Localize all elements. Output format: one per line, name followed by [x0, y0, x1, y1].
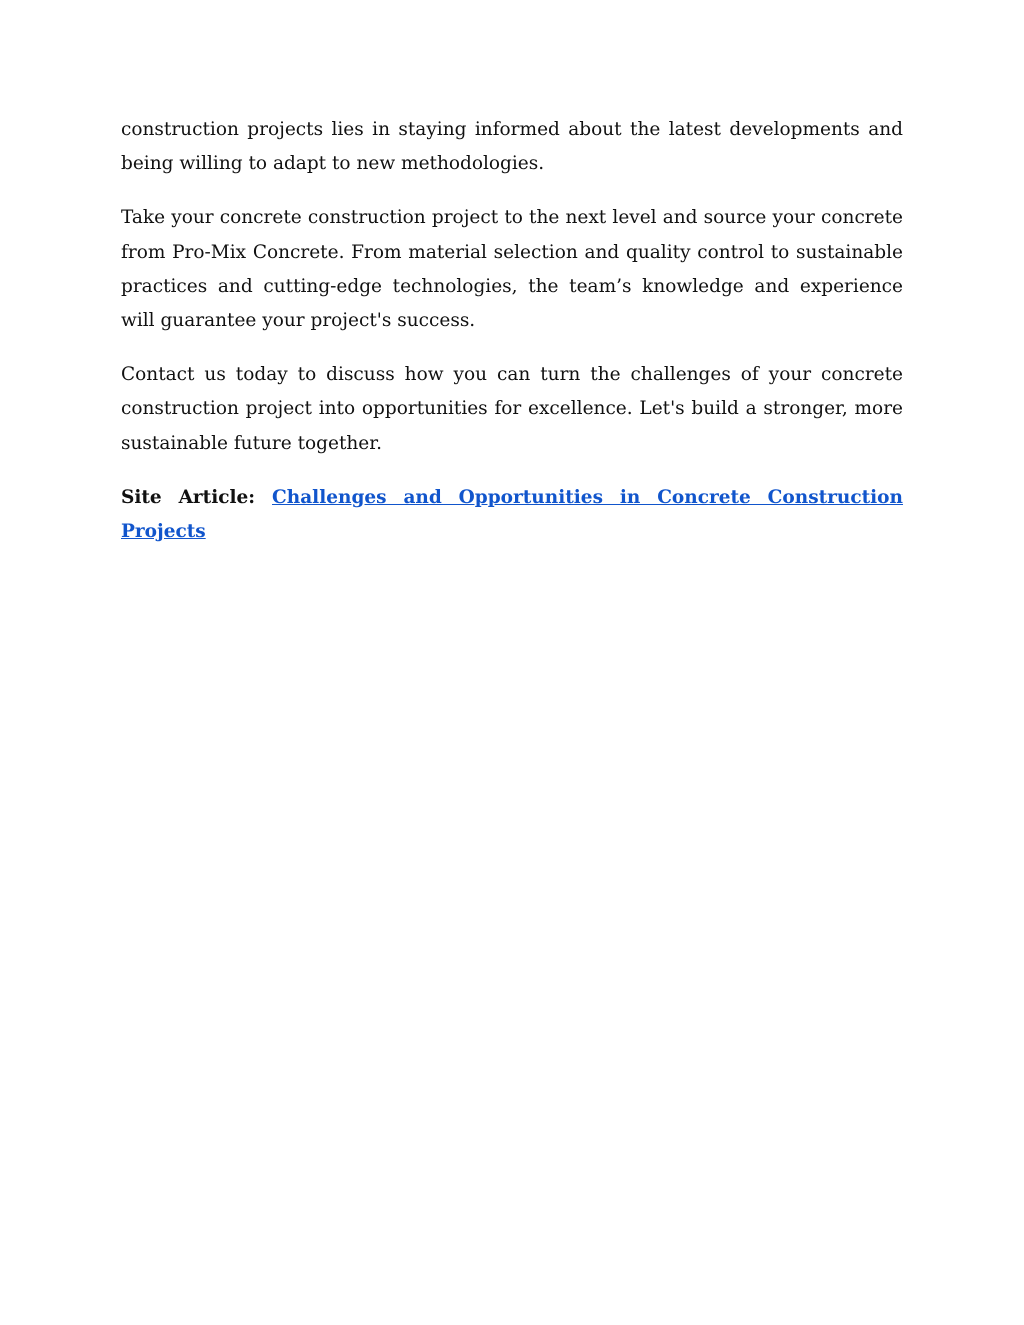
- site-article-link[interactable]: Challenges and Opportunities in Concrete Construction Projects: [121, 486, 903, 543]
- site-article-line: [121, 481, 903, 549]
- paragraph-contact: Contact us today to discuss how you can turn the challenges of your concrete construction project into opportunities for excellence. Let's build a stronger, more sustainable future together.: [121, 364, 903, 454]
- paragraph-intro-continuation: construction projects lies in staying informed about the latest developments and being willing to adapt to new methodologies.: [121, 119, 903, 175]
- document-page: [121, 113, 903, 549]
- site-article-label: Site Article:: [121, 486, 256, 508]
- paragraph-call-to-source: Take your concrete construction project to the next level and source your concrete from Pro-Mix Concrete. From material selection and quality control to sustainable practices and cutting-edge technologies, the team’s knowledge and experience will guarantee your project's success.: [121, 207, 903, 332]
